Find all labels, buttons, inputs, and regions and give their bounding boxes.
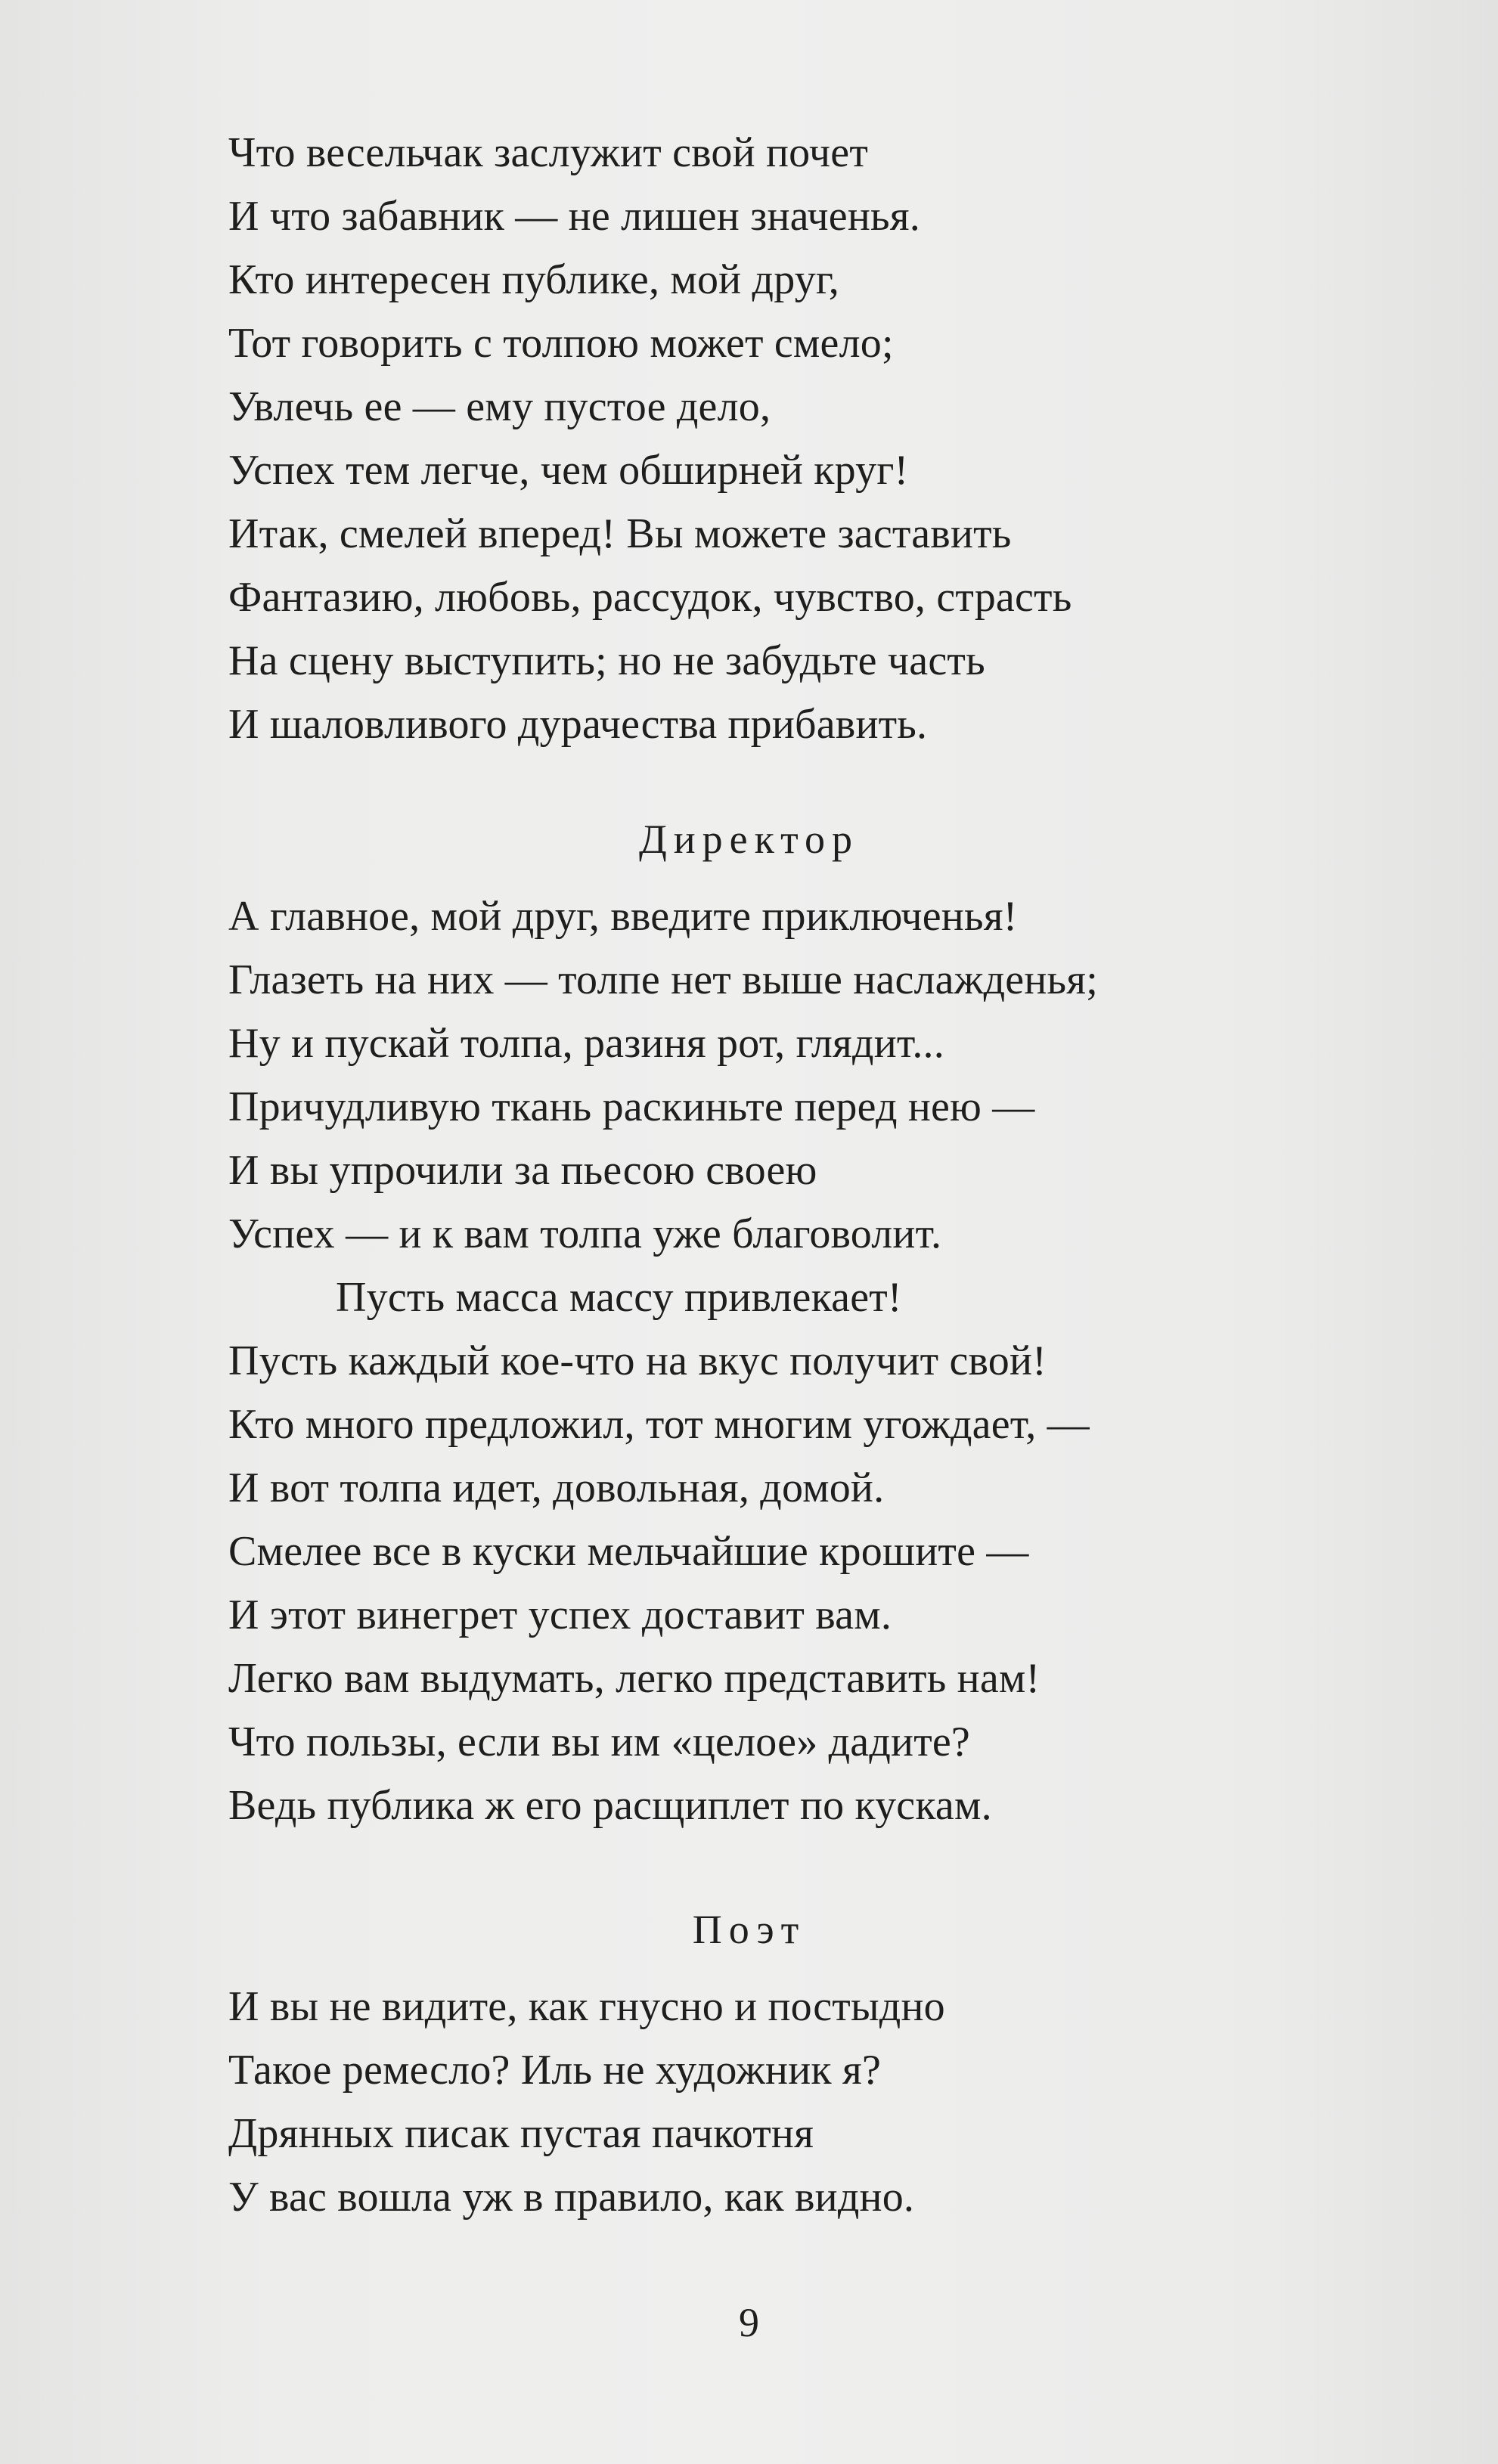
verse-line: Итак, смелей вперед! Вы можете заставить — [228, 510, 1012, 557]
verse-line-indented: Пусть масса массу привлекает! — [336, 1274, 902, 1321]
verse-stanza-1 — [228, 121, 1302, 756]
speaker-heading-director: Директор — [638, 817, 860, 862]
page-number: 9 — [739, 2300, 759, 2345]
verse-line: А главное, мой друг, введите приключенья! — [228, 893, 1018, 940]
verse-line: Такое ремесло? Иль не художник я? — [228, 2047, 882, 2094]
verse-line: И вы упрочили за пьесою своею — [228, 1147, 817, 1194]
verse-line: Легко вам выдумать, легко представить нам! — [228, 1655, 1041, 1702]
verse-line: Фантазию, любовь, рассудок, чувство, страсть — [228, 574, 1072, 621]
verse-line: Кто интересен публике, мой друг, — [228, 256, 839, 303]
verse-line: Что пользы, если вы им «целое» дадите? — [228, 1719, 970, 1765]
verse-line: И вот толпа идет, довольная, домой. — [228, 1464, 885, 1511]
verse-line: И этот винегрет успех доставит вам. — [228, 1592, 892, 1638]
verse-line: Глазеть на них — толпе нет выше наслажденья; — [228, 956, 1098, 1003]
verse-stanza-2 — [228, 885, 1302, 1837]
verse-line: Ведь публика ж его расщиплет по кускам. — [228, 1782, 992, 1829]
verse-line: Кто много предложил, тот многим угождает, — — [228, 1401, 1090, 1448]
verse-line: Пусть каждый кое-что на вкус получит свой! — [228, 1337, 1047, 1384]
verse-line: Смелее все в куски мельчайшие крошите — — [228, 1528, 1029, 1575]
verse-line: Дрянных писак пустая пачкотня — [228, 2110, 814, 2157]
verse-line: На сцену выступить; но не забудьте часть — [228, 637, 985, 684]
verse-line: Успех — и к вам толпа уже благоволит. — [228, 1210, 942, 1257]
verse-line: Увлечь ее — ему пустое дело, — [228, 383, 771, 430]
verse-line: Ну и пускай толпа, разиня рот, глядит... — [228, 1020, 944, 1067]
verse-line: У вас вошла уж в правило, как видно. — [228, 2174, 915, 2221]
verse-stanza-3 — [228, 1975, 1302, 2229]
verse-line: И вы не видите, как гнусно и постыдно — [228, 1983, 945, 2030]
verse-line: Что весельчак заслужит свой почет — [228, 129, 868, 176]
verse-line: Причудливую ткань раскиньте перед нею — — [228, 1083, 1035, 1130]
verse-line: Тот говорить с толпою может смело; — [228, 320, 894, 367]
verse-line: Успех тем легче, чем обширней круг! — [228, 447, 909, 494]
speaker-heading-poet: Поэт — [692, 1907, 806, 1952]
verse-line: И шаловливого дурачества прибавить. — [228, 701, 928, 748]
verse-line: И что забавник — не лишен значенья. — [228, 193, 920, 240]
